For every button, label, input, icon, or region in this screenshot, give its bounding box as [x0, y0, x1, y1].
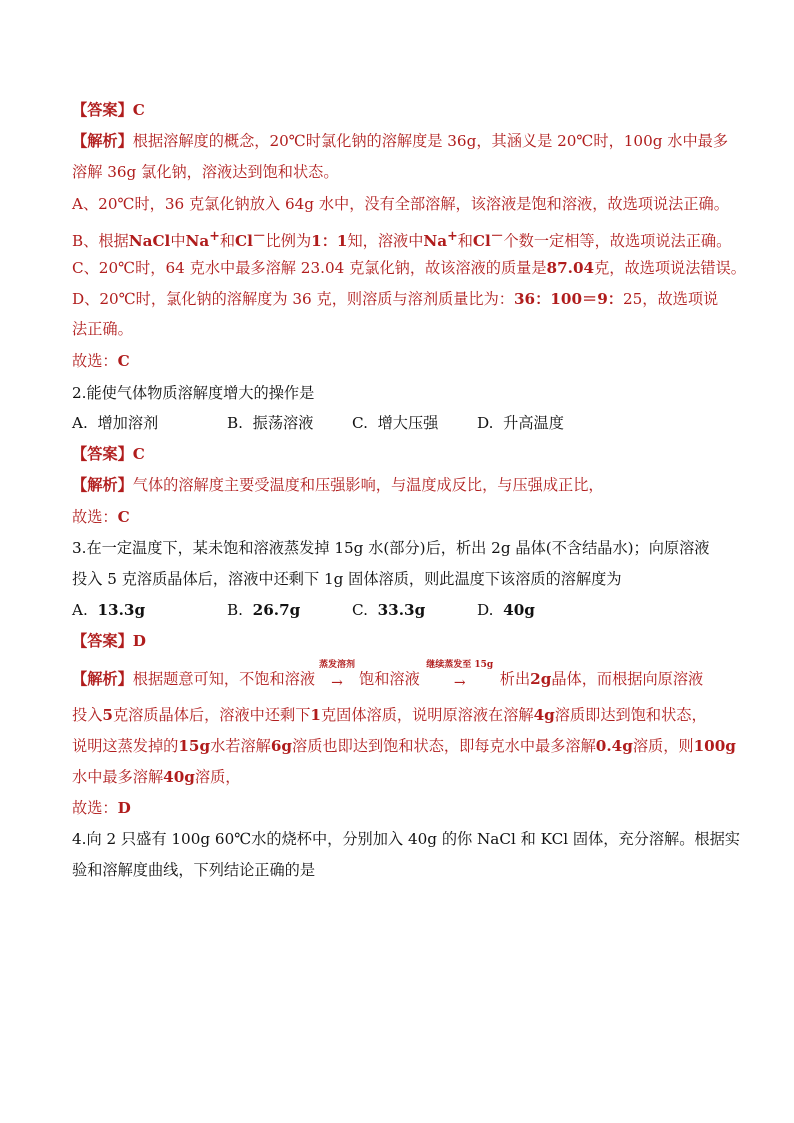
text-fragment: 水若溶解: [210, 737, 271, 755]
choice-value: C: [117, 508, 130, 526]
text-fragment: 溶质即达到饱和状态，: [554, 706, 707, 724]
choice-label: 故选：: [72, 352, 118, 370]
explain-text: 气体的溶解度主要受温度和压强影响，与温度成反比，与压强成正比，: [132, 476, 604, 494]
explanation-3-line-1: [72, 660, 704, 691]
choice-value: C: [117, 352, 130, 370]
answer-value: C: [132, 101, 145, 119]
mass-value: 40g: [163, 768, 195, 786]
arrow-label: 蒸发溶剂: [318, 660, 355, 670]
text-fragment: C、20℃时，64 克水中最多溶解 23.04 克氯化钠，故该溶液的质量是: [72, 259, 547, 277]
question-4-stem-line-2: 验和溶解度曲线，下列结论正确的是: [72, 861, 315, 879]
explanation-1-option-a: A、20℃时，36 克氯化钠放入 64g 水中，没有全部溶解，该溶液是饱和溶液，故选项说法正确。: [72, 195, 729, 213]
explanation-1-option-d: [72, 289, 718, 309]
text-fragment: 说明这蒸发掉的: [72, 737, 179, 755]
option-letter: B.: [227, 601, 243, 619]
explain-tag-open: 【: [72, 132, 88, 150]
answer-value: D: [132, 632, 146, 650]
ion-charge: +: [447, 228, 458, 243]
text-fragment: 溶质也即达到饱和状态，即每克水中最多溶解: [292, 737, 596, 755]
text-fragment: 中: [170, 232, 186, 251]
reaction-arrow-evaporate: [315, 660, 359, 691]
option-text: 26.7g: [252, 601, 301, 619]
choice-label: 故选：: [72, 508, 118, 526]
option-text: 增加溶剂: [97, 414, 159, 432]
question-4-stem-line-1: 4.向 2 只盛有 100g 60℃水的烧杯中，分别加入 40g 的你 NaCl 和 KCl 固体，充分溶解。根据实: [72, 830, 740, 848]
explanation-3-line-2: [72, 705, 707, 725]
question-3-option-c: [352, 600, 425, 620]
text-fragment: 投入: [72, 706, 103, 724]
question-2-option-d: [477, 413, 564, 433]
option-text: 13.3g: [97, 601, 146, 619]
option-letter: A.: [72, 601, 88, 619]
answer-tag-close: 】: [117, 632, 133, 650]
explanation-1-option-c: [72, 258, 746, 278]
question-3-option-d: [477, 600, 535, 620]
answer-3: [72, 631, 146, 651]
option-letter: C.: [352, 601, 368, 619]
explain-tag-close: 】: [117, 132, 133, 150]
arrow-icon: →: [331, 675, 343, 691]
text-fragment: 和: [219, 232, 236, 251]
mass-value: 2g: [530, 670, 552, 688]
choice-3: [72, 798, 131, 818]
question-3-option-a: [72, 600, 145, 620]
answer-tag-label: 答案: [87, 445, 118, 463]
text-fragment: 溶质，则: [632, 737, 694, 755]
choice-value: D: [117, 799, 131, 817]
mass-value: 15g: [178, 737, 211, 755]
number-value: 1: [310, 706, 321, 724]
text-fragment: 析出: [499, 670, 531, 688]
mass-value: 0.4g: [595, 737, 633, 755]
explain-tag-open: 【: [72, 476, 88, 494]
mass-value: 87.04: [546, 259, 595, 277]
text-fragment: 克溶质晶体后，溶液中还剩下: [112, 706, 311, 724]
option-text: 增大压强: [377, 414, 439, 432]
arrow-label: 继续蒸发至 15g: [426, 660, 494, 670]
choice-2: [72, 507, 130, 527]
explanation-1-option-b: [72, 226, 731, 251]
mass-value: 100g: [693, 737, 736, 755]
answer-tag-open: 【: [72, 632, 88, 650]
text-fragment: 饱和溶液: [359, 670, 420, 688]
answer-tag-label: 答案: [87, 632, 118, 650]
option-letter: A.: [72, 414, 88, 432]
question-2-stem: 2.能使气体物质溶解度增大的操作是: [72, 384, 315, 402]
option-letter: C.: [352, 414, 368, 432]
explanation-2: [72, 475, 604, 495]
ion-charge: +: [209, 228, 220, 243]
text-fragment: 和: [457, 232, 473, 251]
option-letter: D.: [477, 601, 494, 619]
text-fragment: 个数一定相等，故选项说法正确。: [503, 232, 732, 251]
explanation-1-line-2: 溶解 36g 氯化钠，溶液达到饱和状态。: [72, 163, 339, 181]
explain-tag-close: 】: [117, 670, 133, 688]
ratio-value: 36：100＝9：: [513, 290, 623, 308]
explanation-3-line-3: [72, 736, 736, 756]
answer-tag-label: 答案: [87, 101, 118, 119]
explain-tag-close: 】: [117, 476, 133, 494]
text-fragment: 根据题意可知，不饱和溶液: [132, 670, 315, 688]
choice-1: [72, 351, 130, 371]
choice-label: 故选：: [72, 799, 118, 817]
explain-tag-label: 解析: [87, 132, 118, 150]
explanation-1-line-1: [72, 131, 728, 151]
answer-tag-close: 】: [117, 445, 133, 463]
mass-value: 4g: [533, 706, 555, 724]
option-text: 40g: [503, 601, 535, 619]
text-fragment: D、20℃时，氯化钠的溶解度为 36 克，则溶质与溶剂质量比为：: [72, 290, 514, 308]
explain-text: 根据溶解度的概念，20℃时氯化钠的溶解度是 36g，其涵义是 20℃时，100g 水中最多: [132, 132, 729, 150]
text-fragment: 克固体溶质，说明原溶液在溶解: [320, 706, 534, 724]
formula-nacl: NaCl: [128, 232, 171, 251]
answer-tag-open: 【: [72, 445, 88, 463]
question-3-option-b: [227, 600, 300, 620]
answer-tag-open: 【: [72, 101, 88, 119]
option-letter: D.: [477, 414, 494, 432]
question-2-option-a: [72, 413, 158, 433]
explanation-3-line-4: [72, 767, 240, 787]
text-fragment: 水中最多溶解: [72, 768, 164, 786]
option-text: 升高温度: [503, 414, 564, 432]
option-text: 振荡溶液: [252, 414, 314, 432]
explanation-1-option-d-line-2: 法正确。: [72, 320, 133, 338]
ratio-value: 1：1: [311, 232, 348, 251]
explain-tag-label: 解析: [87, 476, 118, 494]
answer-value: C: [132, 445, 145, 463]
ion-cl: Cl: [235, 232, 253, 251]
ion-charge: －: [490, 228, 504, 243]
option-text: 33.3g: [377, 601, 426, 619]
ion-charge: －: [252, 228, 266, 243]
explain-tag-open: 【: [72, 670, 88, 688]
text-fragment: 比例为: [265, 232, 312, 251]
text-fragment: 25，故选项说: [622, 290, 719, 308]
ion-cl: Cl: [472, 232, 491, 251]
mass-value: 6g: [270, 737, 293, 755]
text-fragment: 克，故选项说法错误。: [594, 259, 746, 277]
answer-2: [72, 444, 145, 464]
question-3-stem-line-1: 3.在一定温度下，某未饱和溶液蒸发掉 15g 水(部分)后，析出 2g 晶体(不含结晶水)；向原溶液: [72, 539, 710, 557]
text-fragment: 晶体，而根据向原溶液: [551, 670, 704, 688]
text-fragment: B、根据: [72, 232, 129, 251]
reaction-arrow-continue: [420, 660, 500, 691]
question-2-option-c: [352, 413, 438, 433]
option-letter: B.: [227, 414, 243, 432]
question-2-option-b: [227, 413, 313, 433]
ion-na: Na: [423, 232, 448, 251]
text-fragment: 知，溶液中: [347, 232, 424, 251]
text-fragment: 溶质，: [194, 768, 241, 786]
answer-1: [72, 100, 145, 120]
number-value: 5: [102, 706, 113, 724]
answer-tag-close: 】: [117, 101, 133, 119]
question-3-stem-line-2: 投入 5 克溶质晶体后，溶液中还剩下 1g 固体溶质，则此温度下该溶质的溶解度为: [72, 570, 622, 588]
explain-tag-label: 解析: [87, 670, 118, 688]
ion-na: Na: [185, 232, 210, 251]
arrow-icon: →: [453, 675, 466, 691]
